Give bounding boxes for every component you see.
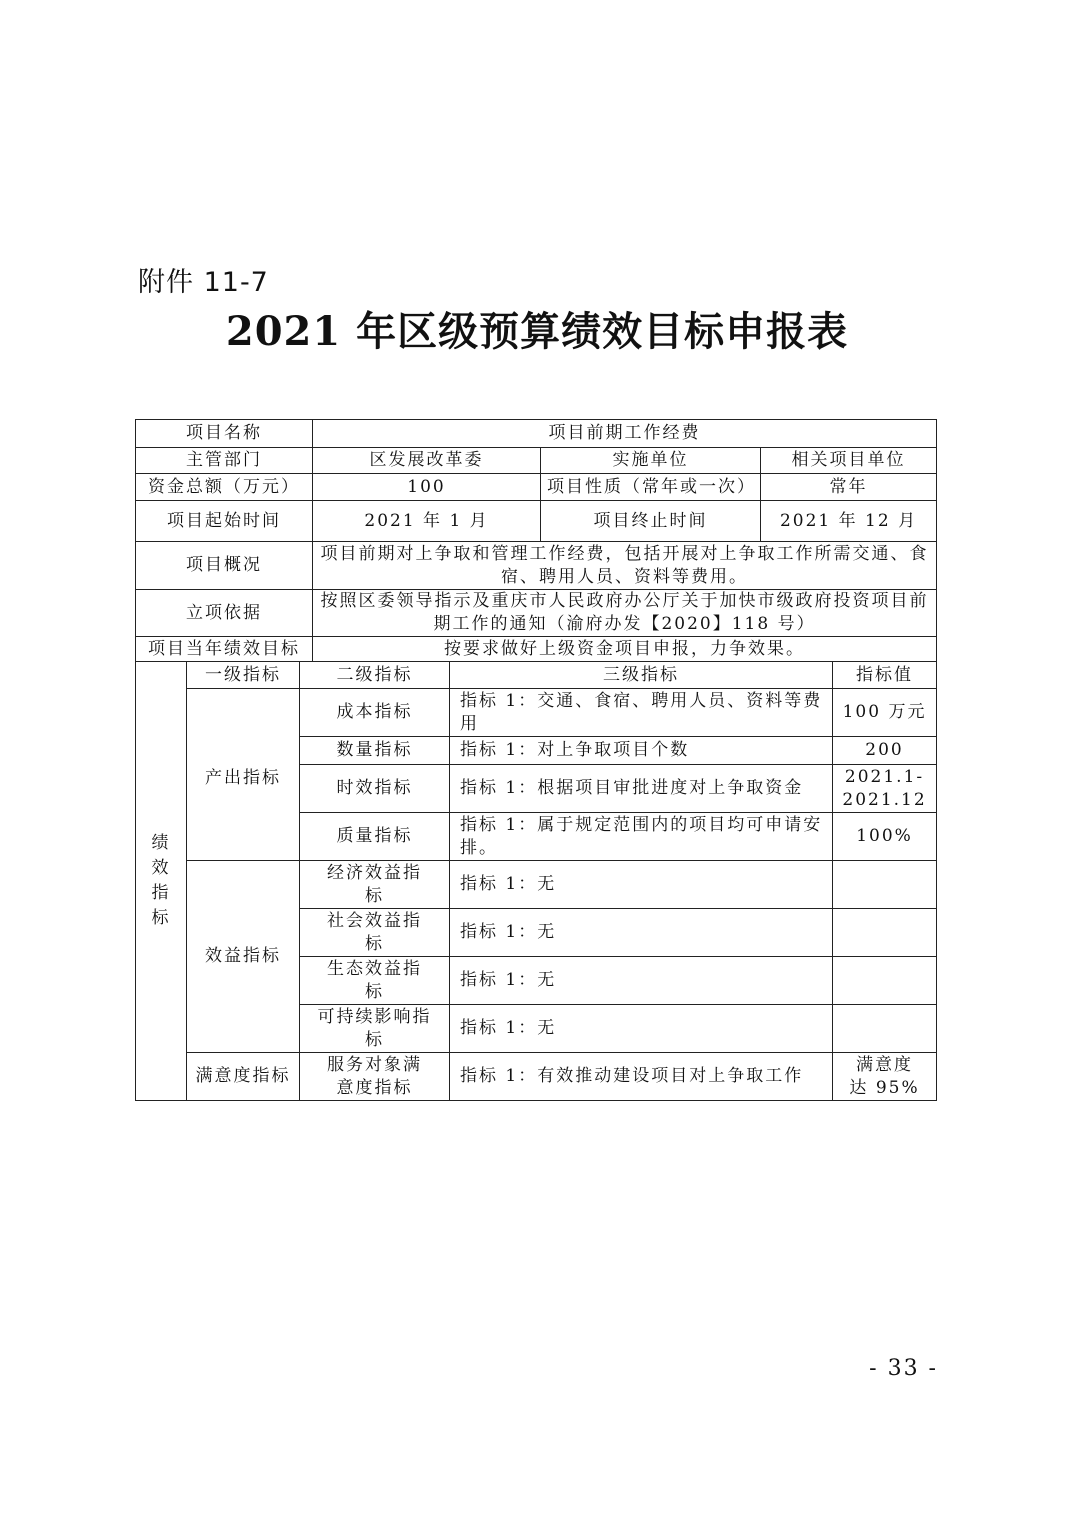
value-cell: 100% [833,813,937,861]
value-cell: 200 [833,737,937,765]
level2-cell: 可持续影响指标 [300,1005,450,1053]
start-time-label: 项目起始时间 [136,501,313,542]
level3-cell: 指标 1：无 [450,1005,833,1053]
project-name-value: 项目前期工作经费 [313,420,937,448]
level2-cell: 成本指标 [300,689,450,737]
level3-cell: 指标 1：交通、食宿、聘用人员、资料等费用 [450,689,833,737]
attachment-label: 附件 11-7 [138,267,269,298]
level3-cell: 指标 1：无 [450,861,833,909]
value-cell: 满意度达 95% [833,1053,937,1101]
table-row [136,689,937,737]
basis-label: 立项依据 [136,590,313,637]
end-time-label: 项目终止时间 [541,501,761,542]
level2-cell: 生态效益指标 [300,957,450,1005]
funds-label: 资金总额（万元） [136,474,313,501]
table-row [136,590,937,637]
table-row [136,637,937,662]
value-cell [833,861,937,909]
level2-cell: 质量指标 [300,813,450,861]
dept-label: 主管部门 [136,448,313,474]
output-indicator-label: 产出指标 [187,689,300,861]
nature-label: 项目性质（常年或一次） [541,474,761,501]
overview-label: 项目概况 [136,542,313,590]
table-row [136,542,937,590]
table-row [136,662,937,689]
table-row [136,474,937,501]
level2-cell: 时效指标 [300,765,450,813]
level3-cell: 指标 1：对上争取项目个数 [450,737,833,765]
level2-cell: 经济效益指标 [300,861,450,909]
basis-value: 按照区委领导指示及重庆市人民政府办公厅关于加快市级政府投资项目前期工作的通知（渝府办发【2020】118 号） [313,590,937,637]
dept-value: 区发展改革委 [313,448,541,474]
table-row [136,501,937,542]
level3-cell: 指标 1：属于规定范围内的项目均可申请安排。 [450,813,833,861]
performance-target-table [135,419,937,1101]
value-cell [833,909,937,957]
level2-cell: 社会效益指标 [300,909,450,957]
benefit-indicator-label: 效益指标 [187,861,300,1053]
level3-header: 三级指标 [450,662,833,689]
table-row [136,448,937,474]
page-number: - 33 - [869,1356,938,1381]
level3-cell: 指标 1：无 [450,909,833,957]
project-name-label: 项目名称 [136,420,313,448]
impl-value: 相关项目单位 [761,448,937,474]
level2-cell: 服务对象满意度指标 [300,1053,450,1101]
start-time-value: 2021 年 1 月 [313,501,541,542]
value-cell [833,957,937,1005]
level3-cell: 指标 1：根据项目审批进度对上争取资金 [450,765,833,813]
overview-value: 项目前期对上争取和管理工作经费，包括开展对上争取工作所需交通、食宿、聘用人员、资料等费用。 [313,542,937,590]
value-header: 指标值 [833,662,937,689]
level3-cell: 指标 1：无 [450,957,833,1005]
level1-header: 一级指标 [187,662,300,689]
level3-cell: 指标 1：有效推动建设项目对上争取工作 [450,1053,833,1101]
level2-cell: 数量指标 [300,737,450,765]
table-row [136,1053,937,1101]
nature-value: 常年 [761,474,937,501]
funds-value: 100 [313,474,541,501]
satisfaction-indicator-label: 满意度指标 [187,1053,300,1101]
annual-goal-value: 按要求做好上级资金项目申报，力争效果。 [313,637,937,662]
level2-header: 二级指标 [300,662,450,689]
table-row [136,861,937,909]
value-cell: 100 万元 [833,689,937,737]
impl-label: 实施单位 [541,448,761,474]
value-cell [833,1005,937,1053]
table-row [136,420,937,448]
end-time-value: 2021 年 12 月 [761,501,937,542]
annual-goal-label: 项目当年绩效目标 [136,637,313,662]
document-title: 2021 年区级预算绩效目标申报表 [225,308,849,355]
performance-indicators-label: 绩效指标 [136,662,187,1101]
value-cell: 2021.1-2021.12 [833,765,937,813]
